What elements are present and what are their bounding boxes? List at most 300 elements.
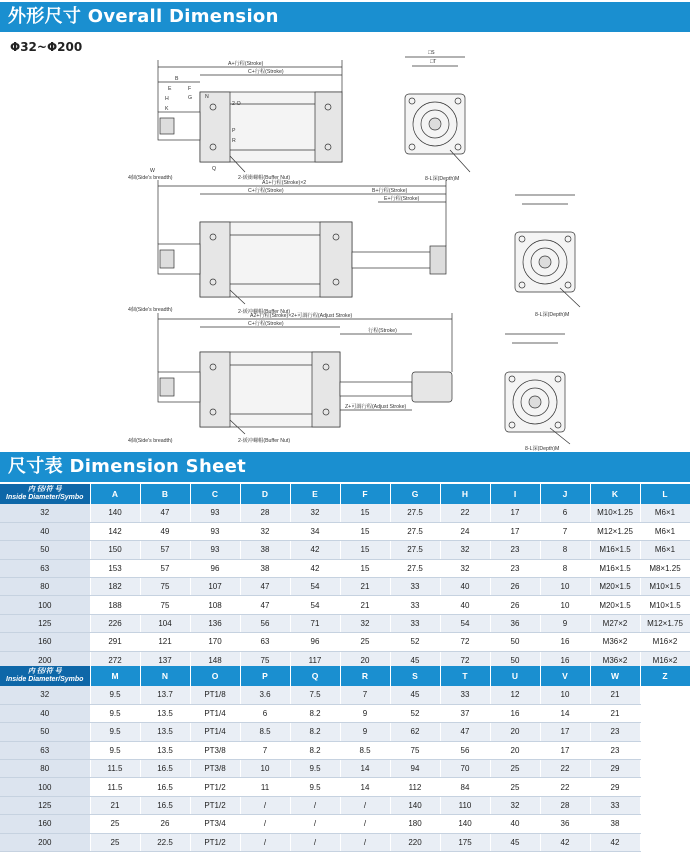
table-cell: 291 [90, 633, 140, 651]
table-cell: 16.5 [140, 796, 190, 814]
table-cell: 220 [390, 833, 440, 851]
table-cell: 42 [290, 559, 340, 577]
table-cell: 62 [390, 723, 440, 741]
table-cell: 25 [90, 815, 140, 833]
drawing-3-end-view [505, 334, 570, 444]
table-cell: 121 [140, 633, 190, 651]
table-cell: 14 [340, 760, 390, 778]
table-row [0, 778, 690, 796]
table-cell: 9 [340, 723, 390, 741]
table-cell: 32 [440, 559, 490, 577]
table-cell: M27×2 [590, 614, 640, 632]
table-cell: M20×1.5 [590, 578, 640, 596]
table-cell: M12×1.25 [590, 522, 640, 540]
table-cell: / [290, 815, 340, 833]
table-cell: 20 [490, 723, 540, 741]
table-cell: 16.5 [140, 778, 190, 796]
table-cell: 37 [440, 704, 490, 722]
table-cell: 13.7 [140, 686, 190, 704]
table-row [0, 760, 690, 778]
dimension-table-2 [0, 666, 690, 852]
table-1-header-row [0, 484, 690, 504]
column-header: D [240, 484, 290, 504]
table-cell: 42 [290, 541, 340, 559]
table-cell: 22.5 [140, 833, 190, 851]
table-cell: 25 [90, 833, 140, 851]
table-cell: 13.5 [140, 704, 190, 722]
table-cell: 33 [390, 578, 440, 596]
column-header: Z [640, 666, 690, 686]
table-cell: 32 [490, 796, 540, 814]
table-cell: 272 [90, 651, 140, 669]
table-cell: 38 [590, 815, 640, 833]
column-header: W [590, 666, 640, 686]
bore-size-cell: 32 [0, 686, 90, 704]
table-cell: 38 [240, 541, 290, 559]
table-cell: PT1/4 [190, 704, 240, 722]
table-cell: 117 [290, 651, 340, 669]
table-cell: 47 [140, 504, 190, 522]
table-cell: 23 [590, 723, 640, 741]
table-row [0, 741, 690, 759]
table-cell: 182 [90, 578, 140, 596]
table-cell: 136 [190, 614, 240, 632]
table-cell: M6×1 [640, 541, 690, 559]
table-cell: 56 [440, 741, 490, 759]
bore-size-cell: 100 [0, 778, 90, 796]
d1-label-b: B [175, 76, 179, 82]
table-cell: 7 [340, 686, 390, 704]
table-cell: 28 [240, 504, 290, 522]
column-header: P [240, 666, 290, 686]
table-cell: 140 [390, 796, 440, 814]
table-cell: 26 [140, 815, 190, 833]
bore-size-cell: 200 [0, 651, 90, 669]
column-header: K [590, 484, 640, 504]
table-cell: 7.5 [290, 686, 340, 704]
table-cell: 14 [340, 778, 390, 796]
table-row [0, 504, 690, 522]
table-cell: 56 [240, 614, 290, 632]
table-row [0, 833, 690, 851]
bore-size-cell: 40 [0, 704, 90, 722]
table-cell: M36×2 [590, 651, 640, 669]
table-cell: 54 [440, 614, 490, 632]
bore-size-cell: 160 [0, 815, 90, 833]
d1-c-stroke-label: C+行程(Stroke) [248, 69, 284, 75]
table-cell: / [340, 815, 390, 833]
table-cell: 17 [540, 741, 590, 759]
table-cell: M16×1.5 [590, 541, 640, 559]
table-cell: 27.5 [390, 522, 440, 540]
table-cell: M12×1.75 [640, 614, 690, 632]
d1-depth-label: 8-L深(Depth)M [425, 176, 460, 182]
bore-size-cell: 80 [0, 578, 90, 596]
table-2-header-row [0, 666, 690, 686]
table-cell: 49 [140, 522, 190, 540]
table-cell: 6 [240, 704, 290, 722]
table-cell: 27.5 [390, 541, 440, 559]
table-cell: 45 [490, 833, 540, 851]
table-cell: 11 [240, 778, 290, 796]
column-header: S [390, 666, 440, 686]
table-cell: 20 [340, 651, 390, 669]
column-header: M [90, 666, 140, 686]
table-row [0, 723, 690, 741]
table-row [0, 815, 690, 833]
table-cell: / [290, 796, 340, 814]
table-cell: 8 [540, 559, 590, 577]
d3-adjust-label: Z+可調行程(Adjust Stroke) [345, 404, 407, 410]
table-cell: 15 [340, 541, 390, 559]
table-cell: 94 [390, 760, 440, 778]
table-cell: 72 [440, 651, 490, 669]
table-cell: 63 [240, 633, 290, 651]
table-cell: 10 [540, 578, 590, 596]
table-cell: 21 [340, 578, 390, 596]
d1-label-w: W [150, 168, 155, 174]
table-cell: M16×2 [640, 651, 690, 669]
table-cell: 21 [90, 796, 140, 814]
table-cell: 45 [390, 651, 440, 669]
table-cell: 27.5 [390, 504, 440, 522]
d1-label-k: K [165, 106, 169, 112]
table-cell: 15 [340, 504, 390, 522]
table-cell: 75 [140, 578, 190, 596]
d2-c-stroke-label: C+行程(Stroke) [248, 188, 284, 194]
table-row [0, 796, 690, 814]
table-cell: 9.5 [90, 686, 140, 704]
d3-stroke-label: 行程(Stroke) [368, 328, 397, 334]
table-cell: 36 [540, 815, 590, 833]
table-cell: 8 [540, 541, 590, 559]
table-cell: 180 [390, 815, 440, 833]
bore-size-cell: 125 [0, 614, 90, 632]
table-cell: 9.5 [90, 741, 140, 759]
table-cell: 36 [490, 614, 540, 632]
table-cell: M16×1.5 [590, 559, 640, 577]
table-cell: 21 [590, 704, 640, 722]
column-header: B [140, 484, 190, 504]
d1-label-h: H [165, 96, 169, 102]
table-cell: PT1/2 [190, 778, 240, 796]
table-cell: 25 [490, 778, 540, 796]
table-row [0, 541, 690, 559]
table-cell: 110 [440, 796, 490, 814]
table-cell: M10×1.25 [590, 504, 640, 522]
table-cell: 3.6 [240, 686, 290, 704]
table-cell: 17 [540, 723, 590, 741]
table-cell: 112 [390, 778, 440, 796]
table-cell: PT1/2 [190, 796, 240, 814]
d1-side-breadth-label: 4個(Side's breadth) [128, 175, 173, 181]
column-header: V [540, 666, 590, 686]
d1-label-e: E [168, 86, 172, 92]
table-cell: PT1/8 [190, 686, 240, 704]
drawing-2-end-view [515, 195, 580, 307]
table-cell: 50 [490, 651, 540, 669]
table-cell: 188 [90, 596, 140, 614]
table-cell: 10 [240, 760, 290, 778]
d2-b-stroke-label: B+行程(Stroke) [372, 188, 408, 194]
table-cell: PT1/4 [190, 723, 240, 741]
table-cell: 21 [590, 686, 640, 704]
table-cell: M8×1.25 [640, 559, 690, 577]
table-cell: 17 [490, 522, 540, 540]
bore-size-cell: 125 [0, 796, 90, 814]
table-cell: 33 [390, 614, 440, 632]
table-cell: 52 [390, 704, 440, 722]
table-cell: 42 [540, 833, 590, 851]
table-cell: 57 [140, 541, 190, 559]
technical-drawings [0, 32, 690, 452]
d1-label-t: □T [430, 59, 437, 65]
column-header: Q [290, 666, 340, 686]
table-cell: 107 [190, 578, 240, 596]
table-cell: 22 [540, 778, 590, 796]
table-cell: 11.5 [90, 778, 140, 796]
table-cell: PT3/8 [190, 741, 240, 759]
table-cell: M10×1.5 [640, 578, 690, 596]
table-cell: / [240, 815, 290, 833]
table-row [0, 686, 690, 704]
table-cell: 8.5 [240, 723, 290, 741]
table-cell: 84 [440, 778, 490, 796]
table-cell: 47 [240, 578, 290, 596]
table-cell: 54 [290, 596, 340, 614]
table-cell: 47 [440, 723, 490, 741]
table-cell: 148 [190, 651, 240, 669]
header-cn: 内 径/符 号 [27, 667, 62, 675]
column-header: N [140, 666, 190, 686]
table-cell: 12 [490, 686, 540, 704]
column-header: R [340, 666, 390, 686]
table-cell: M36×2 [590, 633, 640, 651]
table-cell: 170 [190, 633, 240, 651]
table-1-body [0, 504, 690, 670]
table-cell: / [290, 833, 340, 851]
table-cell: 40 [440, 578, 490, 596]
table-cell: 140 [90, 504, 140, 522]
table-cell: 10 [540, 596, 590, 614]
table-cell: 33 [440, 686, 490, 704]
table-cell: 32 [240, 522, 290, 540]
table-cell: 96 [290, 633, 340, 651]
table-cell: 24 [440, 522, 490, 540]
bore-size-cell: 80 [0, 760, 90, 778]
bore-size-cell: 200 [0, 833, 90, 851]
table-cell: 47 [240, 596, 290, 614]
table-cell: 15 [340, 559, 390, 577]
table-cell: 23 [590, 741, 640, 759]
table-cell: 108 [190, 596, 240, 614]
d2-side-breadth-label: 4個(Side's breadth) [128, 307, 173, 313]
table-cell: 8.2 [290, 723, 340, 741]
table-cell: 93 [190, 522, 240, 540]
table-cell: 33 [390, 596, 440, 614]
table-cell: 8.2 [290, 741, 340, 759]
d3-c-stroke-label: C+行程(Stroke) [248, 321, 284, 327]
table-cell: 6 [540, 504, 590, 522]
table-cell: 25 [490, 760, 540, 778]
column-header: F [340, 484, 390, 504]
d3-side-breadth-label: 4個(Side's breadth) [128, 438, 173, 444]
bore-size-cell: 50 [0, 723, 90, 741]
table-cell: 52 [390, 633, 440, 651]
d1-label-q: Q [212, 166, 217, 172]
table-cell: 8.2 [290, 704, 340, 722]
table-cell: 54 [290, 578, 340, 596]
bore-size-cell: 63 [0, 559, 90, 577]
table-cell: 16.5 [140, 760, 190, 778]
table-cell: M6×1 [640, 504, 690, 522]
bore-size-cell: 100 [0, 596, 90, 614]
table-cell: 27.5 [390, 559, 440, 577]
table-cell: 13.5 [140, 723, 190, 741]
table-cell: 42 [590, 833, 640, 851]
table-cell: PT1/2 [190, 833, 240, 851]
table-cell: PT3/8 [190, 760, 240, 778]
d1-buffer-nut-label: 2-緩衝螺帽(Buffer Nut) [238, 175, 291, 181]
d3-a2-stroke-label: A2+行程(Stroke)×2+可調行程(Adjust Stroke) [250, 313, 353, 319]
d1-a-stroke-label: A+行程(Stroke) [228, 61, 264, 67]
table-cell: 9 [340, 704, 390, 722]
table-cell: 9.5 [290, 778, 340, 796]
column-header: E [290, 484, 340, 504]
table-cell: 14 [540, 704, 590, 722]
dimension-table-1 [0, 484, 690, 670]
table-row [0, 614, 690, 632]
table-cell: 50 [490, 633, 540, 651]
drawing-3-side-view [158, 313, 452, 434]
table-cell: 32 [440, 541, 490, 559]
table-row [0, 596, 690, 614]
bore-symbol-header [0, 484, 90, 504]
table-cell: 23 [490, 559, 540, 577]
d1-label-s: □S [428, 50, 435, 56]
column-header: O [190, 666, 240, 686]
table-cell: 75 [390, 741, 440, 759]
header-cn: 内 径/符 号 [27, 485, 62, 493]
table-cell: 16 [540, 633, 590, 651]
table-cell: 226 [90, 614, 140, 632]
d1-label-n: N [205, 94, 209, 100]
table-cell: 28 [540, 796, 590, 814]
table-cell: 34 [290, 522, 340, 540]
table-cell: 104 [140, 614, 190, 632]
table-cell: 40 [490, 815, 540, 833]
table-cell: 26 [490, 596, 540, 614]
column-header: L [640, 484, 690, 504]
table-row [0, 578, 690, 596]
drawing-1-end-view [405, 57, 470, 172]
table-cell: 16 [540, 651, 590, 669]
table-cell: 32 [340, 614, 390, 632]
column-header: U [490, 666, 540, 686]
table-cell: 93 [190, 504, 240, 522]
table-cell: 29 [590, 778, 640, 796]
bore-size-cell: 160 [0, 633, 90, 651]
bore-range: Φ32~Φ200 [10, 40, 83, 54]
table-cell: 57 [140, 559, 190, 577]
d1-label-o: 2-O [232, 101, 241, 107]
table-cell: 9.5 [90, 723, 140, 741]
d1-label-f: F [188, 86, 192, 92]
table-cell: 16 [490, 704, 540, 722]
table-cell: 137 [140, 651, 190, 669]
table-cell: / [240, 833, 290, 851]
table-cell: PT3/4 [190, 815, 240, 833]
overall-dimension-title: 外形尺寸 Overall Dimension [0, 2, 690, 32]
table-cell: 140 [440, 815, 490, 833]
table-cell: 21 [340, 596, 390, 614]
table-cell: M10×1.5 [640, 596, 690, 614]
column-header: J [540, 484, 590, 504]
table-cell: 26 [490, 578, 540, 596]
table-cell: 38 [240, 559, 290, 577]
table-row [0, 633, 690, 651]
table-cell: 93 [190, 541, 240, 559]
table-cell: 10 [540, 686, 590, 704]
table-cell: 96 [190, 559, 240, 577]
table-cell: 23 [490, 541, 540, 559]
table-cell: 40 [440, 596, 490, 614]
table-row [0, 559, 690, 577]
bore-symbol-header [0, 666, 90, 686]
table-cell: 29 [590, 760, 640, 778]
d3-buffer-nut-label: 2-緩冲螺帽(Buffer Nut) [238, 438, 291, 444]
table-cell: M20×1.5 [590, 596, 640, 614]
table-cell: 32 [290, 504, 340, 522]
column-header: T [440, 666, 490, 686]
d3-depth-label: 8-L深(Depth)M [525, 446, 560, 452]
table-cell: 33 [590, 796, 640, 814]
table-cell: 142 [90, 522, 140, 540]
d2-a1-stroke-label: A1+行程(Stroke)×2 [262, 180, 307, 186]
drawing-1-side-view [158, 60, 342, 172]
table-cell: 150 [90, 541, 140, 559]
table-row [0, 522, 690, 540]
table-cell: / [340, 833, 390, 851]
table-cell: 70 [440, 760, 490, 778]
column-header: I [490, 484, 540, 504]
table-cell: M16×2 [640, 633, 690, 651]
table-cell: 9 [540, 614, 590, 632]
table-cell: 8.5 [340, 741, 390, 759]
table-row [0, 704, 690, 722]
table-cell: 153 [90, 559, 140, 577]
table-cell: 11.5 [90, 760, 140, 778]
table-cell: 7 [240, 741, 290, 759]
d1-label-g: G [188, 95, 193, 101]
table-cell: 13.5 [140, 741, 190, 759]
table-cell: 22 [540, 760, 590, 778]
table-cell: 9.5 [90, 704, 140, 722]
table-cell: 71 [290, 614, 340, 632]
table-cell: 175 [440, 833, 490, 851]
column-header: H [440, 484, 490, 504]
bore-size-cell: 40 [0, 522, 90, 540]
header-en: Inside Diameter/Symbo [6, 676, 84, 683]
bore-size-cell: 32 [0, 504, 90, 522]
d2-buffer-nut-label: 2-緩冲螺帽(Buffer Nut) [238, 309, 291, 315]
d1-label-r: R [232, 138, 236, 144]
table-cell: 7 [540, 522, 590, 540]
d1-label-p: P [232, 128, 236, 134]
table-cell: 75 [240, 651, 290, 669]
table-2-body [0, 686, 690, 852]
table-cell: 45 [390, 686, 440, 704]
